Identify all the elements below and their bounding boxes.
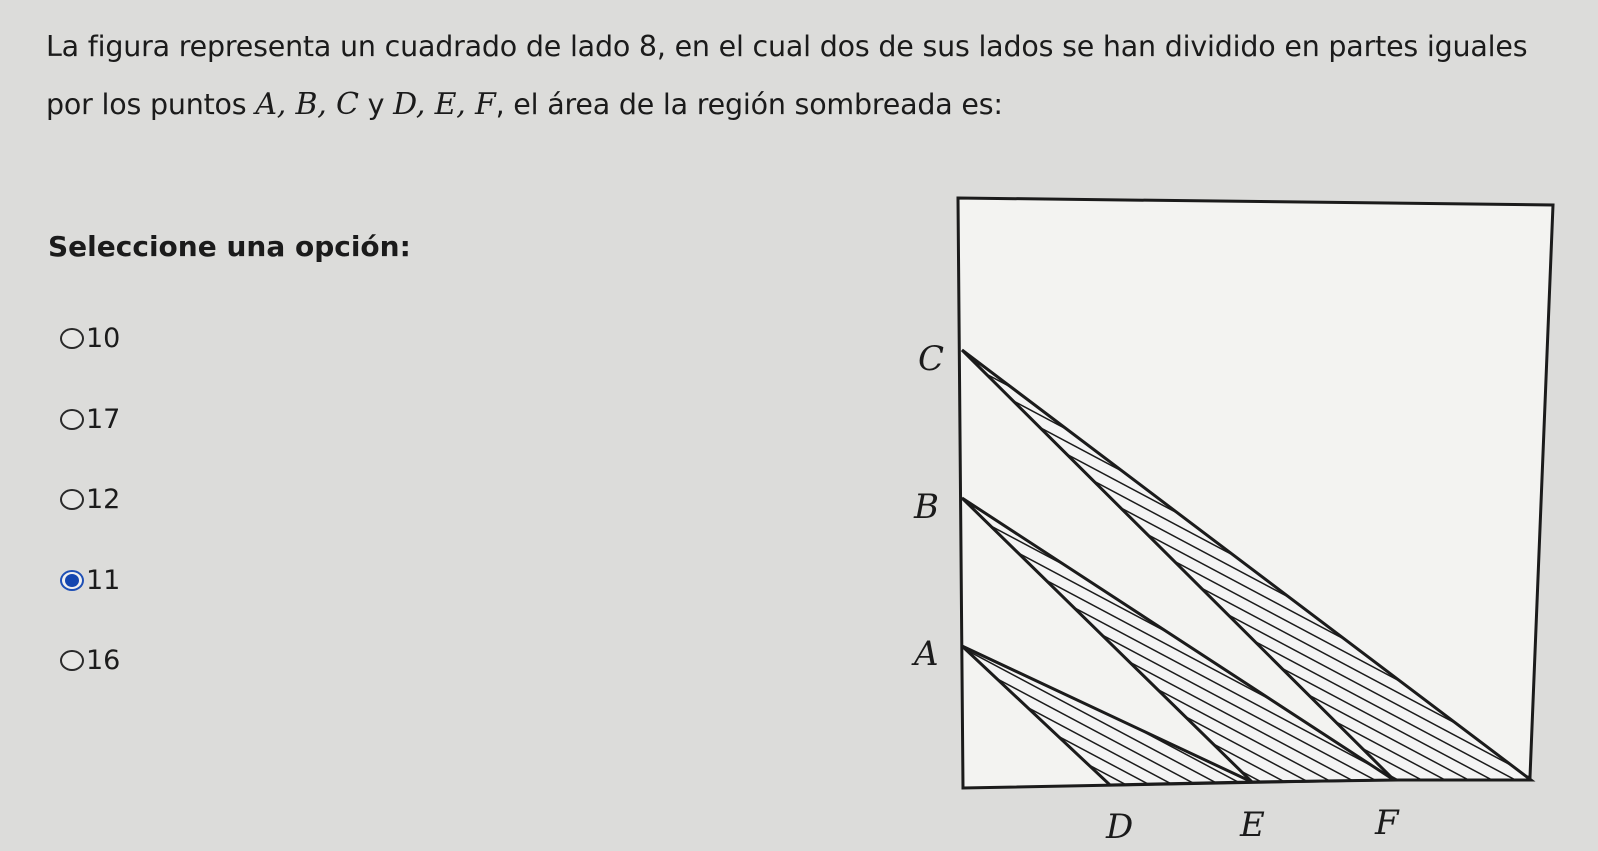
point-label-e: E: [1240, 805, 1265, 845]
point-label-a: A: [914, 634, 939, 674]
question-part-2: y: [358, 88, 394, 121]
question-part-1: La figura representa un cuadrado de lado 8, en el cual dos de sus lados se han dividido en partes iguales por los puntos: [46, 30, 1528, 121]
option-label: 11: [86, 565, 121, 596]
question-math-points-def: D, E, F: [393, 87, 496, 122]
option-label: 16: [86, 645, 121, 676]
select-option-prompt: Seleccione una opción:: [48, 230, 411, 263]
question-part-3: , el área de la región sombreada es:: [495, 88, 1003, 121]
point-label-d: D: [1106, 807, 1134, 847]
option-label: 17: [86, 404, 121, 435]
point-label-f: F: [1375, 803, 1399, 843]
question-math-points-abc: A, B, C: [255, 87, 359, 122]
option-label: 10: [86, 323, 121, 354]
option-label: 12: [86, 484, 121, 515]
point-label-b: B: [914, 487, 939, 527]
point-label-c: C: [918, 339, 945, 379]
